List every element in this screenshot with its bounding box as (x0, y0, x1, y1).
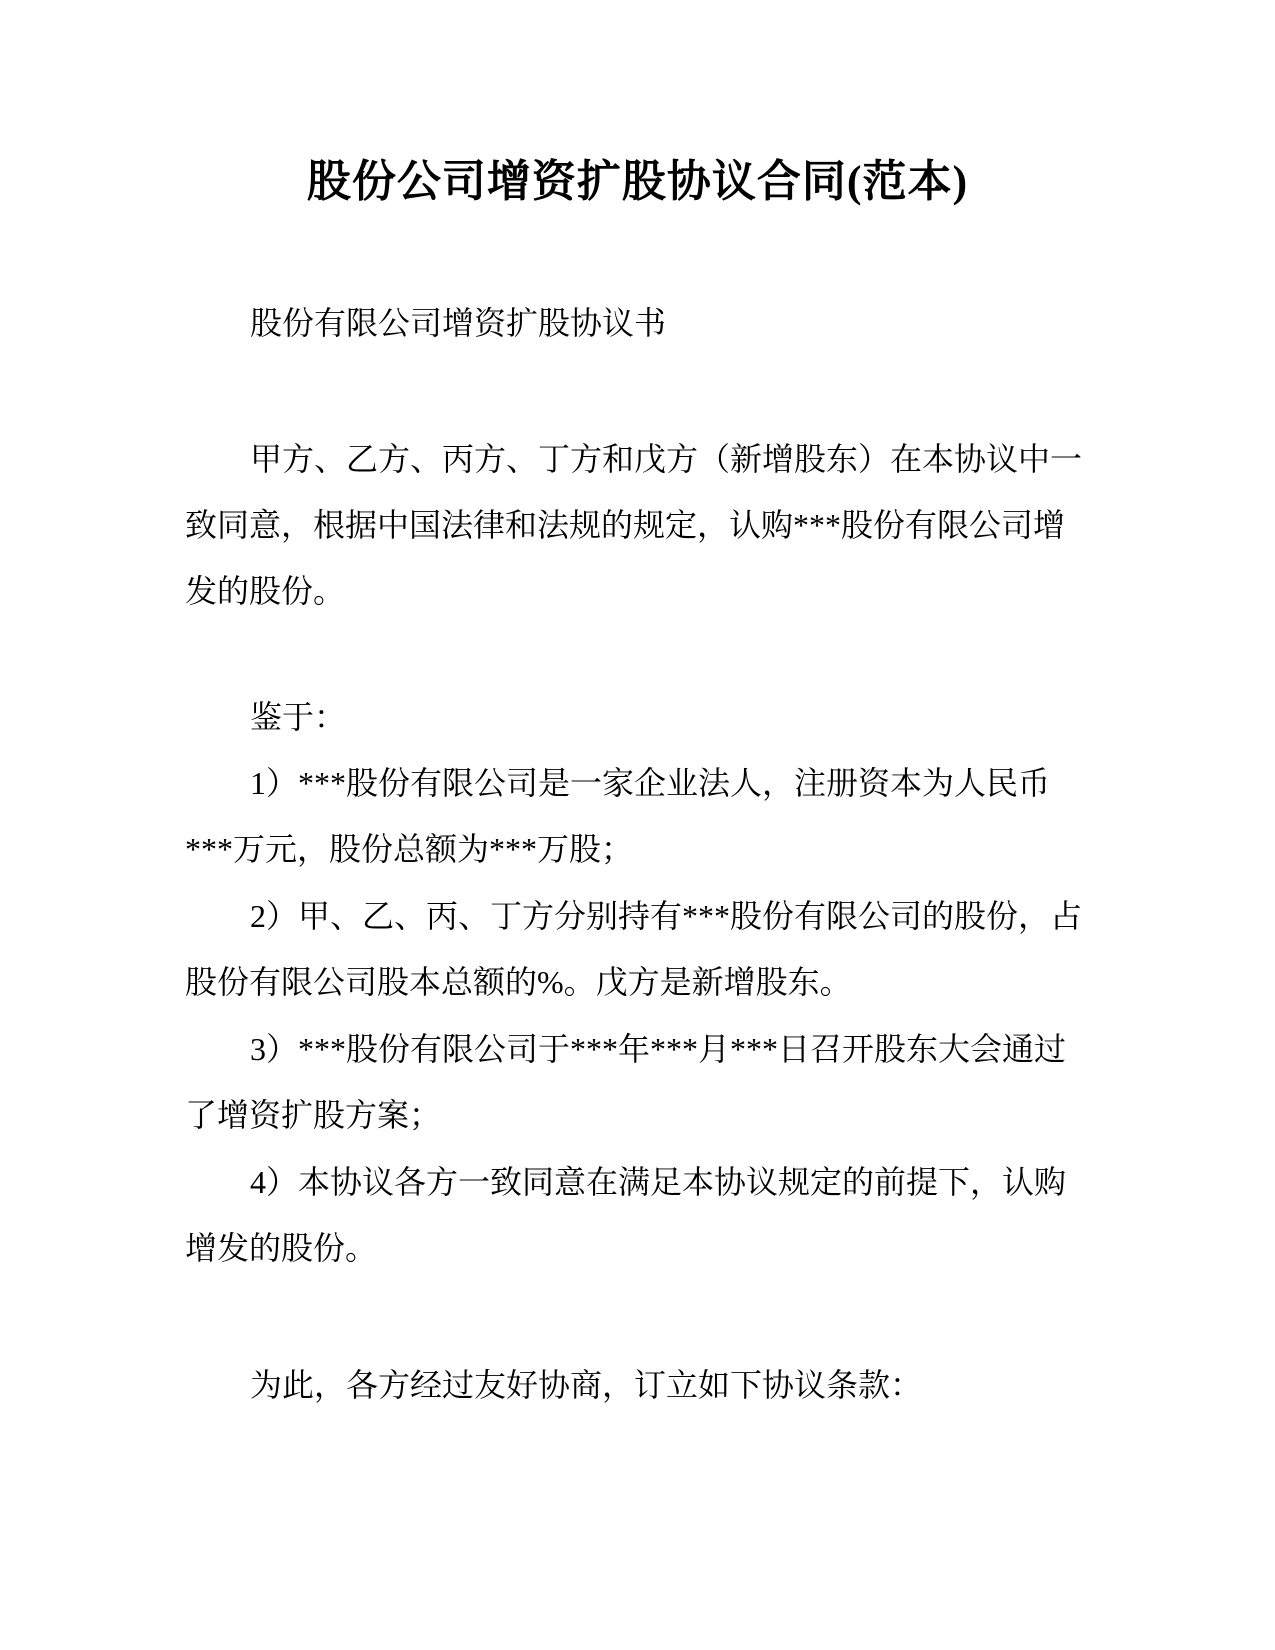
document-title: 股份公司增资扩股协议合同(范本) (306, 157, 969, 206)
intro-paragraph: 甲方、乙方、丙方、丁方和戊方（新增股东）在本协议中一致同意，根据中国法律和法规的规定，认购***股份有限公司增发的股份。 (185, 441, 1083, 609)
whereas-item: 1）***股份有限公司是一家企业法人，注册资本为人民币***万元，股份总额为***万股； (185, 765, 1051, 867)
closing-paragraph: 为此，各方经过友好协商，订立如下协议条款： (250, 1367, 923, 1403)
document-subtitle: 股份有限公司增资扩股协议书 (250, 305, 667, 341)
whereas-item: 2）甲、乙、丙、丁方分别持有***股份有限公司的股份，占股份有限公司股本总额的%。戊方是新增股东。 (185, 898, 1083, 1000)
whereas-item: 3）***股份有限公司于***年***月***日召开股东大会通过了增资扩股方案； (185, 1031, 1067, 1133)
whereas-heading: 鉴于： (250, 699, 347, 735)
whereas-item: 4）本协议各方一致同意在满足本协议规定的前提下，认购增发的股份。 (185, 1164, 1067, 1266)
